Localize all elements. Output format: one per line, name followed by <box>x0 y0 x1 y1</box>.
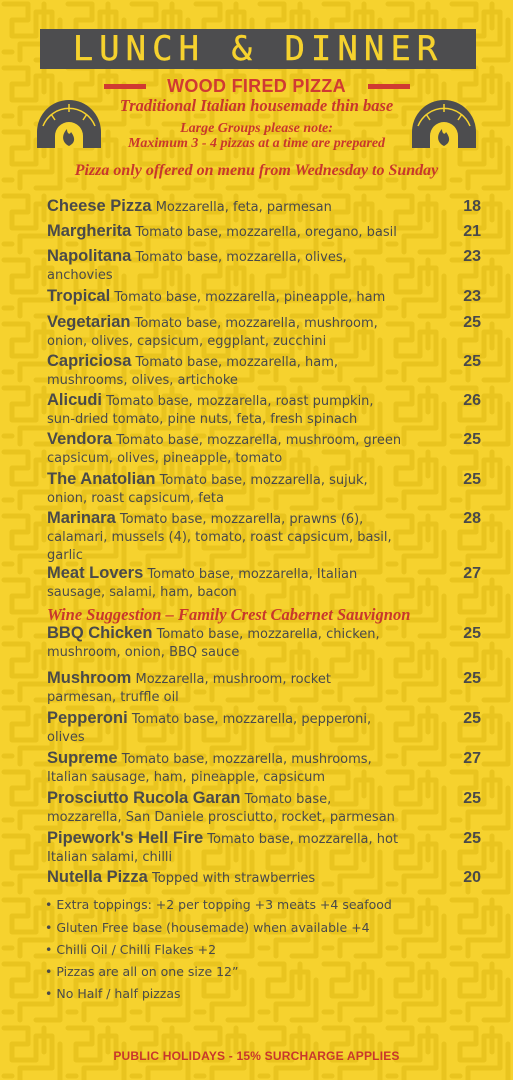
item-name: Marinara <box>47 509 116 527</box>
item-price: 21 <box>463 223 481 240</box>
title-banner <box>40 29 476 69</box>
item-name: Capriciosa <box>47 352 132 370</box>
item-price: 18 <box>463 198 481 215</box>
item-name: Tropical <box>47 287 111 305</box>
menu-item <box>47 430 481 468</box>
menu-item <box>47 470 481 508</box>
menu-item <box>47 749 481 787</box>
item-description: Tomato base, mozzarella, roast pumpkin, sun-dried tomato, pine nuts, feta, fresh spinach <box>47 394 374 427</box>
item-price: 27 <box>463 750 481 767</box>
menu-item <box>47 287 481 307</box>
note-extra-toppings: • Extra toppings: +2 per topping +3 meats +4 seafood <box>45 897 392 912</box>
menu-item <box>47 391 481 429</box>
note-line-1: Large Groups please note: <box>180 121 333 136</box>
banner-title: LUNCH & DINNER <box>72 29 444 69</box>
large-groups-note <box>0 121 513 151</box>
item-price: 25 <box>463 710 481 727</box>
item-price: 23 <box>463 288 481 305</box>
item-description: Tomato base, mozzarella, mushrooms, Italian sausage, ham, pineapple, capsicum <box>47 752 372 785</box>
menu-item <box>47 564 481 602</box>
item-price: 25 <box>463 625 481 642</box>
item-description: Tomato base, mozzarella, oregano, basil <box>135 225 397 240</box>
item-price: 25 <box>463 431 481 448</box>
item-name: Vegetarian <box>47 313 131 331</box>
item-name: Vendora <box>47 430 113 448</box>
note-chilli: • Chilli Oil / Chilli Flakes +2 <box>45 942 217 957</box>
menu-item <box>47 789 481 827</box>
item-description: Tomato base, mozzarella, Italian sausage, salami, ham, bacon <box>47 567 358 600</box>
menu-item <box>47 868 481 888</box>
item-name: Mushroom <box>47 669 132 687</box>
note-gluten-free: • Gluten Free base (housemade) when available +4 <box>45 920 370 935</box>
item-name: Prosciutto Rucola Garan <box>47 789 241 807</box>
item-price: 25 <box>463 471 481 488</box>
item-description: Tomato base, mozzarella, prawns (6), calamari, mussels (4), tomato, roast capsicum, basil, garlic <box>47 512 392 563</box>
subtitle: Traditional Italian housemade thin base <box>119 96 394 115</box>
item-name: Napolitana <box>47 247 132 265</box>
menu-item <box>47 509 481 565</box>
item-price: 26 <box>463 392 481 409</box>
item-description: Tomato base, mozzarella, mushroom, green capsicum, olives, pineapple, tomato <box>47 433 402 466</box>
menu-item <box>47 222 481 242</box>
item-name: BBQ Chicken <box>47 624 153 642</box>
holiday-surcharge-note: PUBLIC HOLIDAYS - 15% SURCHARGE APPLIES <box>113 1049 400 1063</box>
item-name: Meat Lovers <box>47 564 144 582</box>
item-price: 25 <box>463 670 481 687</box>
item-description: Tomato base, mozzarella, pepperoni, olives <box>47 712 372 745</box>
menu-item <box>47 709 481 747</box>
item-price: 27 <box>463 565 481 582</box>
item-name: Cheese Pizza <box>47 197 152 215</box>
item-price: 25 <box>463 353 481 370</box>
item-name: Pipework's Hell Fire <box>47 829 204 847</box>
item-description: Tomato base, mozzarella, ham, mushrooms, olives, artichoke <box>47 355 339 388</box>
item-description: Tomato base, mozzarella, sujuk, onion, roast capsicum, feta <box>47 473 368 506</box>
item-description: Tomato base, mozzarella, pineapple, ham <box>114 290 386 305</box>
item-description: Tomato base, mozzarella, mushroom, onion, olives, capsicum, eggplant, zucchini <box>47 316 378 349</box>
item-price: 25 <box>463 790 481 807</box>
note-line-2: Maximum 3 - 4 pizzas at a time are prepared <box>127 136 386 151</box>
item-description: Mozzarella, mushroom, rocket parmesan, truffle oil <box>47 672 331 705</box>
note-size: • Pizzas are all on one size 12” <box>45 964 239 979</box>
menu-item <box>47 669 481 707</box>
item-price: 25 <box>463 314 481 331</box>
item-description: Tomato base, mozzarella, chicken, mushroom, onion, BBQ sauce <box>47 627 380 660</box>
item-name: The Anatolian <box>47 470 156 488</box>
menu-item <box>47 197 481 217</box>
wine-suggestion: Wine Suggestion – Family Crest Cabernet Sauvignon <box>47 605 411 624</box>
item-name: Nutella Pizza <box>47 868 148 886</box>
menu-item <box>47 247 481 285</box>
item-price: 23 <box>463 248 481 265</box>
item-price: 20 <box>463 869 481 886</box>
item-name: Margherita <box>47 222 132 240</box>
menu-item <box>47 313 481 351</box>
item-description: Tomato base, mozzarella, San Daniele prosciutto, rocket, parmesan <box>47 792 395 825</box>
note-no-half: • No Half / half pizzas <box>45 986 181 1001</box>
menu-item <box>47 829 481 867</box>
menu-item <box>47 624 481 662</box>
item-name: Supreme <box>47 749 118 767</box>
item-description: Topped with strawberries <box>152 871 316 886</box>
item-price: 28 <box>463 510 481 527</box>
item-name: Pepperoni <box>47 709 128 727</box>
menu-item <box>47 352 481 390</box>
item-description: Tomato base, mozzarella, hot Italian salami, chilli <box>47 832 399 865</box>
item-description: Tomato base, mozzarella, olives, anchovies <box>47 250 347 283</box>
item-name: Alicudi <box>47 391 103 409</box>
item-description: Mozzarella, feta, parmesan <box>155 200 332 215</box>
item-price: 25 <box>463 830 481 847</box>
offer-notice: Pizza only offered on menu from Wednesday to Sunday <box>74 162 439 179</box>
section-title: WOOD FIRED PIZZA <box>167 76 346 96</box>
